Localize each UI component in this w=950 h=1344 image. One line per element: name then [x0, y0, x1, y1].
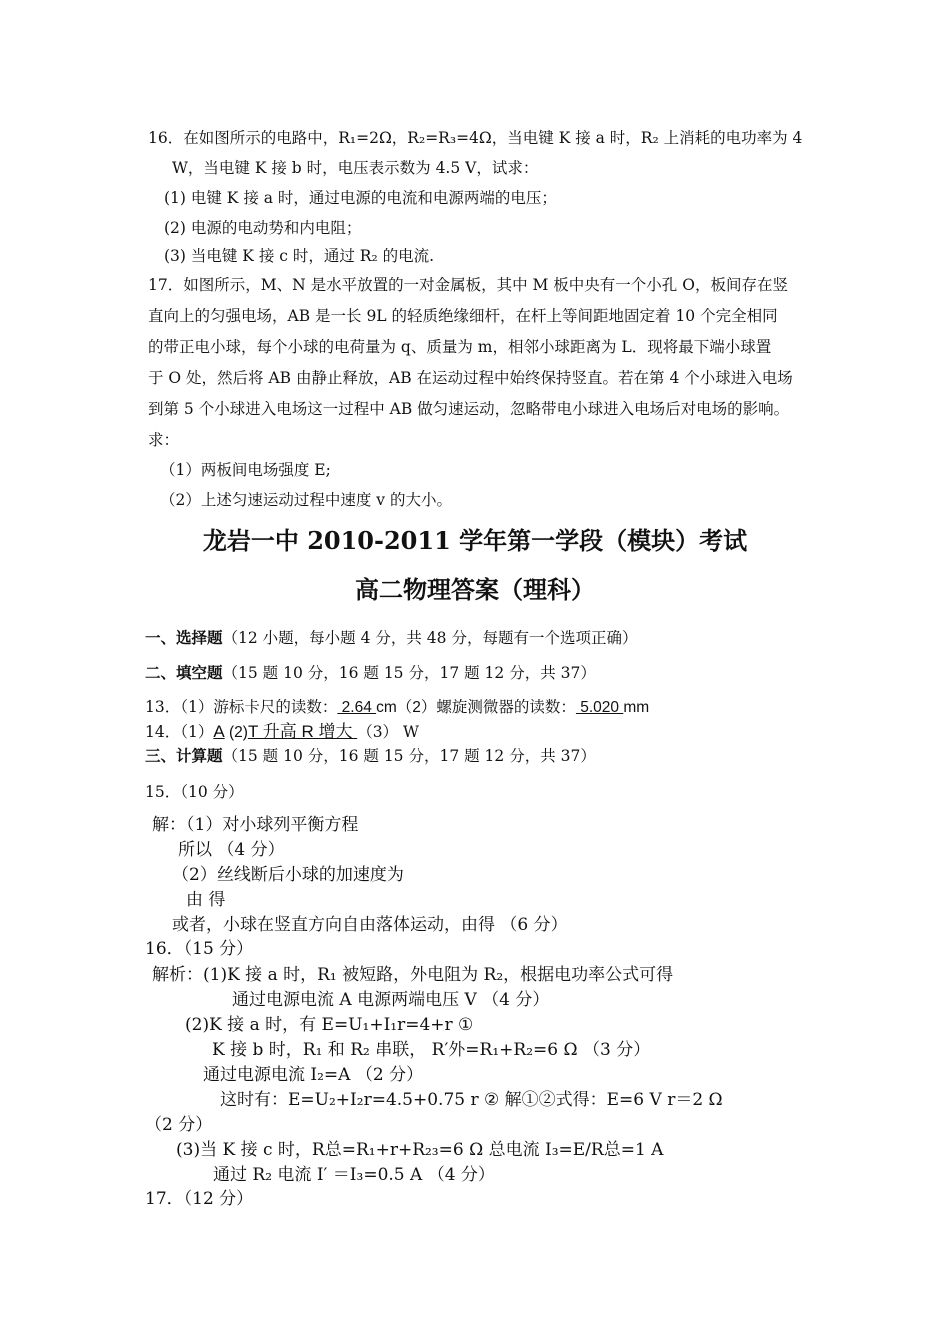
answer-14-mid: (2): [224, 724, 248, 741]
section-calc: [145, 746, 596, 766]
q17-line-4: 于 O 处，然后将 AB 由静止释放，AB 在运动过程中始终保持竖直。若在第 4 个小球进入电场: [148, 369, 793, 387]
q17-line-2: 直向上的匀强电场，AB 是一长 9L 的轻质绝缘细杆，在杆上等间距地固定着 10 个完全相同: [148, 307, 778, 325]
q16-line-1: 16．在如图所示的电路中，R₁=2Ω，R₂=R₃=4Ω，当电键 K 接 a 时，R₂ 上消耗的电功率为 4: [148, 129, 803, 147]
answer-13: [145, 697, 649, 718]
q17-line-3: 的带正电小球，每个小球的电荷量为 q、质量为 m，相邻小球距离为 L．现将最下端小球置: [148, 338, 772, 356]
answer-15-line-4: 由 得: [186, 890, 226, 910]
answer-15-line-5: 或者，小球在竖直方向自由落体运动，由得 （6 分）: [172, 915, 568, 935]
answer-14: [145, 722, 419, 743]
section-fill-note: （15 题 10 分，16 题 15 分，17 题 12 分，共 37）: [222, 664, 596, 682]
answer-16-line-8: (3)当 K 接 c 时，R总=R₁+r+R₂₃=6 Ω 总电流 I₃=E/R总=1 A: [176, 1140, 664, 1160]
section-fill: [145, 663, 596, 683]
section-choice-head: 一、选择题: [145, 628, 223, 647]
q17-sub-1: （1）两板间电场强度 E;: [160, 461, 331, 479]
answer-15-line-2: 所以 （4 分）: [178, 840, 285, 860]
answer-16-line-4: K 接 b 时，R₁ 和 R₂ 串联， R′外=R₁+R₂=6 Ω （3 分）: [212, 1040, 651, 1060]
answer-16-line-6: 这时有：E=U₂+I₂r=4.5+0.75 r ② 解①②式得：E=6 V r＝2 Ω: [220, 1090, 723, 1110]
answer-16-line-2: 通过电源电流 A 电源两端电压 V （4 分）: [232, 990, 550, 1010]
section-fill-head: 二、填空题: [145, 663, 223, 682]
q17-line-5: 到第 5 个小球进入电场这一过程中 AB 做匀速运动，忽略带电小球进入电场后对电场的影响。: [148, 400, 790, 418]
answer-13-prefix: 13．（1）游标卡尺的读数：: [145, 698, 338, 716]
section-calc-note: （15 题 10 分，16 题 15 分，17 题 12 分，共 37）: [222, 747, 596, 765]
answer-16-line-1: 解析：(1)K 接 a 时，R₁ 被短路，外电阻为 R₂，根据电功率公式可得: [152, 965, 674, 985]
answer-15-line-3: （2）丝线断后小球的加速度为: [172, 865, 404, 885]
section-choice: [145, 628, 637, 648]
answer-13-mid: cm（2）螺旋测微器的读数：: [376, 699, 576, 716]
answer-16-line-5: 通过电源电流 I₂=A （2 分）: [203, 1065, 424, 1085]
q16-sub-2: (2) 电源的电动势和内电阻；: [164, 219, 362, 237]
answer-14-prefix: 14．（1）: [145, 723, 214, 741]
answer-13-suffix: mm: [623, 699, 650, 716]
q16-sub-3: (3) 当电键 K 接 c 时，通过 R₂ 的电流.: [164, 247, 435, 265]
answer-16-line-7: （2 分）: [145, 1115, 213, 1135]
q17-sub-2: （2）上述匀速运动过程中速度 v 的大小。: [160, 491, 452, 509]
answer-13-value-1: 2.64: [337, 699, 377, 716]
answer-17-head: 17．（12 分）: [145, 1189, 254, 1209]
answer-16-line-3: (2)K 接 a 时，有 E=U₁+I₁r=4+r ①: [185, 1015, 474, 1035]
q17-line-1: 17．如图所示，M、N 是水平放置的一对金属板，其中 M 板中央有一个小孔 O，板间存在竖: [148, 276, 788, 294]
answer-15-line-1: 解：（1）对小球列平衡方程: [152, 815, 359, 835]
q17-line-6: 求：: [148, 431, 180, 449]
answer-14-value-2: T 升高 R 增大: [247, 722, 358, 741]
answer-13-value-2: 5.020: [575, 699, 624, 716]
q16-line-2: W，当电键 K 接 b 时，电压表示数为 4.5 V，试求：: [172, 159, 539, 177]
answer-title: 龙岩一中 2010-2011 学年第一学段（模块）考试: [202, 526, 748, 555]
answer-16-head: 16．（15 分）: [145, 939, 254, 959]
section-calc-head: 三、计算题: [145, 746, 223, 765]
answer-16-line-9: 通过 R₂ 电流 I′ ＝I₃=0.5 A （4 分）: [213, 1165, 495, 1185]
section-choice-note: （12 小题，每小题 4 分，共 48 分，每题有一个选项正确）: [222, 629, 638, 647]
answer-14-suffix: （3） W: [357, 723, 419, 741]
answer-14-value-1: A: [213, 722, 225, 741]
answer-subtitle: 高二物理答案（理科）: [355, 575, 595, 604]
q16-sub-1: (1) 电键 K 接 a 时，通过电源的电流和电源两端的电压；: [164, 189, 557, 207]
answer-15-head: 15．（10 分）: [145, 783, 244, 801]
